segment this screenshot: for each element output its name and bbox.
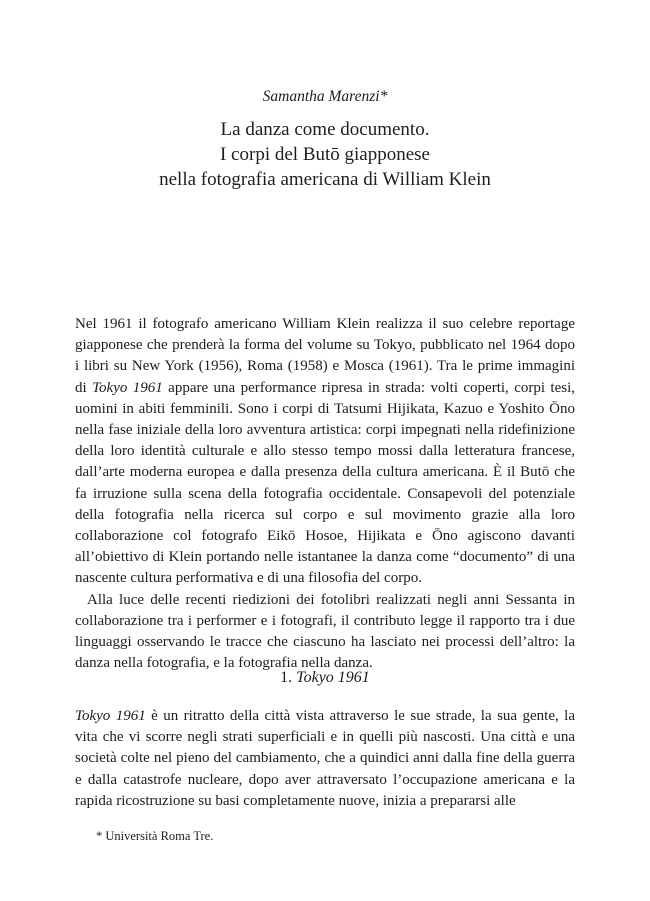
body-italic-title: Tokyo 1961 bbox=[75, 708, 146, 724]
title-line: I corpi del Butō giapponese bbox=[219, 144, 430, 165]
title-line: nella fotografia americana di William Klein bbox=[159, 169, 491, 190]
section-number: 1. bbox=[280, 669, 297, 686]
body-paragraph bbox=[75, 706, 575, 812]
author-name: Samantha Marenzi* bbox=[262, 88, 388, 105]
abstract-text: Nel 1961 il fotografo americano William Klein realizza il suo celebre reportage giapponese che prenderà la forma del volume su Tokyo, pubblicato nel 1964 dopo i libri su New York (1956), Roma (1958) e Mosca (1961). Tra le prime immagini di bbox=[75, 316, 575, 396]
article-title bbox=[0, 117, 650, 192]
abstract-paragraph bbox=[75, 314, 575, 590]
body-text: è un ritratto della città vista attraverso le sue strade, la sua gente, la vita che vi scorre negli strati superficiali e in quelli più nascosti. Una città e una società colte nel pieno del cambiamento, che a quindici anni dalla fine della guerra e dalla catastrofe nucleare, dopo aver attraversato l’occupazione americana e la rapida ricostruzione su basi completamente nuove, inizia a prepararsi alle bbox=[75, 708, 575, 809]
abstract bbox=[75, 314, 575, 674]
abstract-italic-title: Tokyo 1961 bbox=[92, 379, 163, 396]
section-title: Tokyo 1961 bbox=[296, 669, 370, 686]
section-body bbox=[75, 706, 575, 812]
footnote: * Università Roma Tre. bbox=[96, 829, 214, 843]
abstract-paragraph: Alla luce delle recenti riedizioni dei fotolibri realizzati negli anni Sessanta in collaborazione tra i performer e i fotografi, il contributo legge il rapporto tra i due linguaggi osservando le tracce che ciascuno ha lasciato nei processi dell’altro: la danza nella fotografia, e la fotografia nella danza. bbox=[75, 591, 575, 672]
abstract-text: appare una performance ripresa in strada: volti coperti, corpi tesi, uomini in abiti femminili. Sono i corpi di Tatsumi Hijikata, Kazuo e Yoshito Ōno nella fase iniziale della loro avventura artistica: corpi impegnati nella ridefinizione della loro identità culturale e allo stesso tempo mossi dalla letteratura francese, dall’arte moderna europea e dalla presenza della cultura americana. È il Butō che fa irruzione sulla scena della fotografia occidentale. Consapevoli del potenziale della fotografia nella ricerca sul corpo e sul movimento grazie alla loro collaborazione col fotografo Eikō Hosoe, Hijikata e Ōno agiscono davanti all’obiettivo di Klein portando nelle istantanee la danza come “documento” di una nascente cultura performativa e di una filosofia del corpo. bbox=[75, 379, 575, 587]
section-heading bbox=[0, 669, 650, 687]
title-line: La danza come documento. bbox=[220, 119, 430, 140]
